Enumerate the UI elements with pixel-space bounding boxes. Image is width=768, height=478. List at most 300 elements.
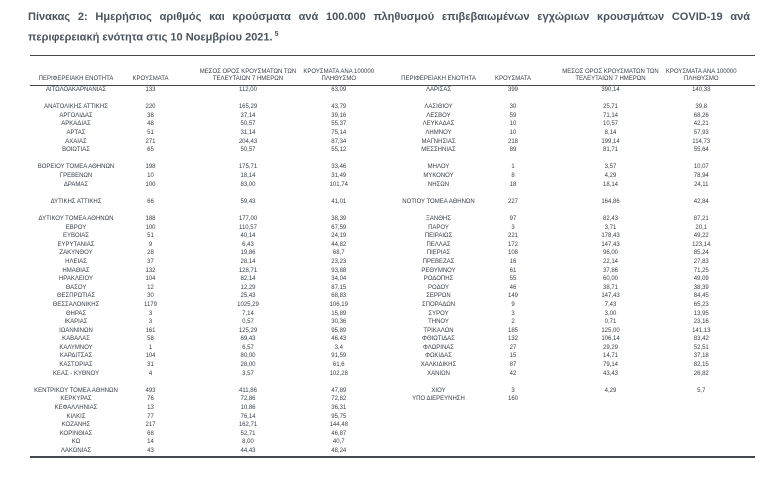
table-row (30, 146, 755, 155)
table-row (30, 198, 755, 207)
cell-avg7: 52,71 (240, 430, 256, 437)
cell-per100k: 91,59 (331, 353, 347, 360)
cell-per100k: 68,83 (331, 293, 347, 300)
cell-region: ΚΕΡΚΥΡΑΣ (60, 396, 92, 403)
cell-region: ΔΥΤΙΚΗΣ ΑΤΤΙΚΗΣ (50, 198, 102, 205)
cell-per100k: 106,19 (329, 301, 348, 308)
cell-cases: 3 (511, 387, 515, 394)
cell-avg7 (542, 189, 660, 198)
column-header-avg7-left: ΜΕΣΟΣ ΟΡΟΣ ΚΡΟΥΣΜΑΤΩΝ ΤΩΝ ΤΕΛΕΥΤΑΙΩΝ 7 ΗΜΕΡΩΝ (179, 55, 297, 85)
cell-region: ΛΑΚΩΝΙΑΣ (60, 448, 92, 454)
table-row (30, 120, 755, 129)
cell-cases: 399 (507, 87, 518, 94)
cell-region (393, 206, 485, 215)
spacer-row (30, 189, 755, 198)
cell-per100k: 67,59 (331, 224, 347, 231)
cell-per100k (660, 206, 756, 215)
cell-per100k: 23,23 (331, 258, 347, 265)
cell-per100k: 55,64 (693, 147, 709, 154)
cell-region: ΠΡΕΒΕΖΑΣ (422, 258, 455, 265)
cell-avg7: 69,43 (240, 336, 256, 343)
cell-cases: 28 (147, 250, 154, 257)
cell-per100k: 46,87 (331, 430, 347, 437)
table-row (30, 387, 755, 396)
cell-per100k: 61,6 (332, 362, 345, 369)
cell-cases (485, 438, 542, 447)
cell-region: ΦΩΚΙΔΑΣ (425, 353, 452, 360)
cell-per100k: 41,01 (331, 198, 347, 205)
cell-cases: 132 (145, 267, 156, 274)
cell-cases: 100 (145, 224, 156, 231)
cell-cases: 1 (148, 344, 153, 351)
cell-region: ΡΟΔΟΥ (428, 284, 449, 291)
cell-avg7 (542, 413, 660, 422)
cell-cases: 8 (511, 173, 515, 179)
cell-per100k: 57,93 (693, 130, 709, 137)
cell-region: ΡΕΘΥΜΝΟΥ (421, 267, 456, 274)
cell-per100k (660, 447, 756, 457)
cell-region: ΚΑΒΑΛΑΣ (62, 336, 90, 343)
cell-avg7: 1025,29 (237, 301, 259, 308)
cell-avg7: 22,14 (602, 258, 618, 265)
cell-avg7: 6,57 (242, 344, 254, 351)
cell-cases: 493 (145, 387, 156, 394)
cell-avg7: 50,57 (240, 147, 256, 154)
cell-cases: 10 (147, 173, 154, 179)
cell-cases: 10 (509, 130, 517, 137)
cell-cases (122, 378, 179, 387)
table-row (30, 438, 755, 447)
cell-per100k: 85,24 (693, 250, 709, 257)
cell-avg7: 175,71 (238, 164, 258, 171)
cell-region (393, 95, 485, 104)
cell-region: ΞΑΝΘΗΣ (426, 215, 451, 222)
cell-cases: 3 (511, 224, 515, 231)
cell-region (393, 404, 485, 413)
cell-region: ΧΑΝΙΩΝ (427, 370, 450, 377)
table-row (30, 404, 755, 413)
cell-cases: 218 (507, 138, 518, 145)
table-row (30, 318, 755, 327)
cell-cases: 12 (147, 284, 154, 291)
column-header-per100k-left: ΚΡΟΥΣΜΑΤΑ ΑΝΑ 100000 ΠΛΗΘΥΣΜΟ (297, 55, 393, 85)
cell-cases: 13 (147, 405, 154, 412)
cell-avg7: 40,14 (240, 233, 256, 240)
cell-cases: 220 (145, 104, 156, 111)
table-row (30, 129, 755, 138)
cell-avg7 (179, 189, 297, 198)
cell-avg7: 8,00 (242, 439, 254, 446)
cell-per100k: 24,19 (331, 233, 347, 240)
cell-avg7: 59,43 (240, 198, 256, 205)
table-header (30, 55, 755, 85)
cell-cases: 76 (147, 396, 154, 403)
cell-per100k: 13,95 (693, 310, 709, 317)
cell-region: ΜΕΣΣΗΝΙΑΣ (421, 147, 456, 154)
cell-avg7: 204,43 (238, 138, 258, 145)
cell-cases: 185 (507, 327, 518, 334)
cell-avg7: 411,86 (239, 387, 257, 394)
cell-per100k: 39,16 (331, 112, 347, 119)
cell-region: ΛΑΡΙΣΑΣ (425, 87, 452, 94)
cell-cases: 149 (507, 293, 518, 300)
cell-cases: 4 (148, 370, 153, 377)
cell-region (30, 206, 122, 215)
cell-avg7 (542, 404, 660, 413)
cell-per100k: 44,82 (331, 241, 347, 248)
cell-cases: 38 (147, 112, 154, 119)
column-header-avg7-right: ΜΕΣΟΣ ΟΡΟΣ ΚΡΟΥΣΜΑΤΩΝ ΤΩΝ ΤΕΛΕΥΤΑΙΩΝ 7 ΗΜΕΡΩΝ (542, 55, 660, 85)
cell-per100k: 5,7 (697, 387, 706, 394)
cell-cases (122, 206, 179, 215)
cell-cases: 10 (509, 121, 517, 128)
cell-avg7: 165,29 (238, 104, 258, 111)
cell-avg7: 178,43 (601, 233, 620, 240)
cell-region: ΓΡΕΒΕΝΩΝ (59, 173, 93, 179)
cell-per100k: 63,09 (331, 87, 347, 94)
cell-region: ΠΙΕΡΙΑΣ (426, 250, 451, 257)
cell-cases (485, 95, 542, 104)
cell-per100k: 20,1 (695, 224, 708, 231)
cell-per100k: 83,42 (693, 336, 709, 343)
cell-cases: 65 (147, 147, 154, 154)
cell-per100k: 102,28 (329, 370, 348, 377)
cell-avg7: 82,14 (240, 276, 256, 283)
cell-per100k: 47,89 (331, 387, 347, 394)
cell-avg7: 112,00 (239, 87, 257, 94)
cell-per100k (297, 206, 393, 215)
cell-avg7: 125,00 (601, 327, 620, 334)
cell-per100k: 68,7 (332, 250, 345, 257)
header-row (30, 55, 755, 85)
cell-region: ΛΕΣΒΟΥ (426, 112, 451, 119)
cell-avg7: 79,14 (602, 362, 618, 369)
cell-per100k: 123,14 (692, 241, 711, 248)
cell-avg7: 31,14 (240, 130, 256, 137)
cell-avg7: 128,71 (238, 267, 258, 274)
cell-per100k: 71,25 (693, 267, 709, 274)
cell-cases: 14 (147, 439, 154, 446)
table-row (30, 241, 755, 250)
cell-region: ΧΙΟΥ (431, 387, 446, 394)
cell-region: ΗΜΑΘΙΑΣ (62, 267, 90, 274)
cell-region: ΑΝΑΤΟΛΙΚΗΣ ΑΤΤΙΚΗΣ (44, 104, 108, 111)
covid-regional-table (30, 55, 755, 458)
cell-region (393, 421, 485, 430)
cell-region (30, 95, 122, 104)
cell-per100k (660, 155, 756, 164)
cell-region: ΚΙΛΚΙΣ (66, 413, 86, 420)
cell-cases: 100 (145, 181, 156, 188)
cell-per100k: 31,49 (331, 173, 347, 179)
cell-region: ΑΡΤΑΣ (66, 130, 86, 137)
cell-per100k: 43,79 (331, 104, 347, 111)
cell-cases: 66 (147, 198, 154, 205)
table-row (30, 284, 755, 293)
cell-region: ΝΗΣΩΝ (427, 181, 450, 188)
cell-region: ΠΑΡΟΥ (428, 224, 449, 231)
column-header-region-left: ΠΕΡΙΦΕΡΕΙΑΚΗ ΕΝΟΤΗΤΑ (30, 55, 122, 85)
cell-region: ΚΕΝΤΡΙΚΟΥ ΤΟΜΕΑ ΑΘΗΝΩΝ (34, 387, 118, 394)
cell-avg7 (542, 430, 660, 439)
cell-region: ΚΑΣΤΟΡΙΑΣ (59, 362, 93, 369)
table-row (30, 224, 755, 233)
cell-avg7 (542, 438, 660, 447)
cell-avg7: 38,71 (602, 284, 618, 291)
cell-cases (485, 447, 542, 457)
cell-region: ΣΠΟΡΑΔΩΝ (421, 301, 456, 308)
cell-per100k: 10,07 (693, 164, 709, 171)
cell-per100k: 24,11 (693, 181, 709, 188)
table-row (30, 327, 755, 336)
cell-per100k (660, 413, 756, 422)
cell-per100k: 49,09 (693, 276, 709, 283)
cell-cases: 161 (145, 327, 156, 334)
cell-region: ΛΗΜΝΟΥ (425, 130, 452, 137)
cell-avg7: 10,86 (240, 405, 256, 412)
cell-region: ΛΑΣΙΘΙΟΥ (424, 104, 453, 111)
cell-per100k: 87,15 (331, 284, 347, 291)
cell-cases: 227 (507, 198, 518, 205)
cell-per100k: 48,24 (331, 448, 347, 454)
column-header-cases-right: ΚΡΟΥΣΜΑΤΑ (485, 55, 542, 85)
cell-avg7: 37,86 (602, 267, 618, 274)
table-row (30, 138, 755, 147)
cell-avg7: 18,14 (240, 173, 256, 179)
cell-region: ΚΕΦΑΛΛΗΝΙΑΣ (54, 405, 98, 412)
table-row (30, 352, 755, 361)
cell-per100k: 84,45 (693, 293, 709, 300)
cell-cases (122, 155, 179, 164)
cell-region: ΚΟΡΙΝΘΙΑΣ (59, 430, 93, 437)
cell-region: ΕΥΒΟΙΑΣ (62, 233, 90, 240)
cell-avg7: 106,14 (601, 336, 620, 343)
table-row (30, 215, 755, 224)
cell-avg7 (542, 447, 660, 457)
cell-region: ΦΘΙΩΤΙΔΑΣ (422, 336, 455, 343)
cell-avg7 (179, 206, 297, 215)
cell-cases (122, 95, 179, 104)
cell-per100k: 42,84 (693, 198, 709, 205)
cell-avg7 (179, 155, 297, 164)
cell-per100k: 72,82 (331, 396, 347, 403)
cell-avg7: 177,00 (238, 215, 258, 222)
cell-cases: 188 (145, 215, 156, 222)
cell-cases: 1 (511, 164, 515, 171)
cell-region (393, 189, 485, 198)
cell-avg7: 7,43 (604, 301, 617, 308)
cell-region: ΘΕΣΣΑΛΟΝΙΚΗΣ (52, 301, 100, 308)
cell-region (393, 155, 485, 164)
cell-per100k: 42,21 (693, 121, 709, 128)
cell-region: ΚΩ (71, 439, 81, 446)
table-caption-text: Πίνακας 2: Ημερήσιος αριθμός και κρούσματα ανά 100.000 πληθυσμού επιβεβαιωμένων εγχώριων κρουσμάτων COVID-19 ανά περιφερειακή ενότητα στις 10 Νοεμβρίου 2021. (28, 11, 750, 44)
column-header-per100k-right: ΚΡΟΥΣΜΑΤΑ ΑΝΑ 100000 ΠΛΗΘΥΣΜΟ (660, 55, 756, 85)
cell-cases: 160 (507, 396, 518, 403)
cell-region: ΛΕΥΚΑΔΑΣ (422, 121, 455, 128)
cell-cases: 1179 (144, 301, 157, 308)
table-row (30, 249, 755, 258)
cell-per100k: 93,88 (331, 267, 347, 274)
cell-region: ΣΕΡΡΩΝ (426, 293, 451, 300)
cell-per100k: 95,75 (331, 413, 347, 420)
cell-avg7: 96,00 (602, 250, 618, 257)
cell-avg7 (542, 95, 660, 104)
cell-avg7: 199,14 (601, 138, 620, 145)
cell-avg7: 8,14 (604, 130, 617, 137)
cell-avg7: 81,71 (602, 147, 618, 154)
cell-per100k: 87,34 (331, 138, 347, 145)
spacer-row (30, 155, 755, 164)
cell-region: ΗΛΕΙΑΣ (65, 258, 87, 265)
cell-region: ΒΟΙΩΤΙΑΣ (62, 147, 90, 154)
spacer-row (30, 95, 755, 104)
cell-per100k: 38,39 (331, 215, 347, 222)
cell-region: ΕΥΡΥΤΑΝΙΑΣ (57, 241, 95, 248)
cell-region: ΔΡΑΜΑΣ (63, 181, 89, 188)
cell-per100k: 68,26 (693, 112, 709, 119)
cell-cases (122, 189, 179, 198)
cell-cases: 58 (147, 336, 154, 343)
cell-cases: 55 (509, 276, 517, 283)
cell-cases: 18 (509, 181, 517, 188)
cell-cases: 271 (145, 138, 156, 145)
cell-cases: 3 (511, 310, 515, 317)
cell-avg7 (542, 421, 660, 430)
cell-avg7: 147,43 (601, 293, 620, 300)
cell-region: ΜΗΛΟΥ (427, 164, 450, 171)
cell-per100k (297, 378, 393, 387)
cell-avg7: 0,71 (604, 319, 617, 326)
cell-cases: 77 (147, 413, 154, 420)
spacer-row (30, 378, 755, 387)
cell-avg7: 71,14 (602, 112, 618, 119)
cell-region: ΘΑΣΟΥ (65, 284, 87, 291)
cell-cases: 9 (511, 301, 515, 308)
cell-region: ΑΡΚΑΔΙΑΣ (61, 121, 91, 128)
cell-per100k: 144,48 (329, 422, 348, 429)
cell-region: ΗΡΑΚΛΕΙΟΥ (58, 276, 94, 283)
cell-cases: 59 (509, 112, 517, 119)
table-row (30, 163, 755, 172)
table-row (30, 172, 755, 181)
cell-avg7: 4,29 (604, 173, 617, 179)
cell-cases (485, 404, 542, 413)
cell-avg7: 29,29 (602, 344, 618, 351)
cell-cases: 221 (507, 233, 518, 240)
cell-avg7: 18,14 (602, 181, 618, 188)
table-row (30, 395, 755, 404)
table-row (30, 421, 755, 430)
cell-region: ΤΡΙΚΑΛΩΝ (423, 327, 454, 334)
cell-per100k (660, 395, 756, 404)
cell-avg7: 110,57 (239, 224, 257, 231)
footnote-marker: 5 (274, 31, 279, 38)
cell-per100k: 82,15 (693, 362, 709, 369)
cell-avg7 (179, 95, 297, 104)
cell-per100k (660, 95, 756, 104)
cell-region: ΚΕΑΣ - ΚΥΘΝΟΥ (52, 370, 100, 377)
cell-cases: 104 (145, 276, 156, 283)
cell-avg7: 390,14 (601, 87, 620, 94)
cell-region (30, 189, 122, 198)
cell-region: ΙΚΑΡΙΑΣ (64, 319, 88, 326)
cell-region (393, 378, 485, 387)
cell-region: ΤΗΝΟΥ (428, 319, 449, 326)
cell-region: ΚΑΛΥΜΝΟΥ (59, 344, 93, 351)
table-row (30, 301, 755, 310)
cell-cases: 2 (511, 319, 515, 326)
cell-per100k: 27,83 (693, 258, 709, 265)
cell-avg7: 37,14 (240, 112, 256, 119)
cell-region (393, 447, 485, 457)
table-row (30, 335, 755, 344)
cell-cases: 217 (145, 422, 156, 429)
cell-avg7: 0,57 (242, 319, 254, 326)
cell-per100k: 39,8 (695, 104, 708, 111)
cell-region: ΕΒΡΟΥ (65, 224, 87, 231)
cell-per100k: 23,16 (693, 319, 709, 326)
table-row (30, 344, 755, 353)
cell-cases: 89 (509, 147, 517, 154)
cell-cases: 172 (507, 241, 518, 248)
table-row (30, 275, 755, 284)
cell-avg7: 3,57 (604, 164, 617, 171)
cell-cases (485, 189, 542, 198)
cell-cases: 198 (145, 164, 156, 171)
cell-per100k (297, 189, 393, 198)
cell-region: ΧΑΛΚΙΔΙΚΗΣ (420, 362, 457, 369)
cell-region: ΒΟΡΕΙΟΥ ΤΟΜΕΑ ΑΘΗΝΩΝ (37, 164, 115, 171)
cell-cases: 97 (509, 215, 517, 222)
cell-cases: 43 (147, 448, 154, 454)
cell-avg7: 164,86 (601, 198, 620, 205)
table-row (30, 181, 755, 190)
column-header-region-right: ΠΕΡΙΦΕΡΕΙΑΚΗ ΕΝΟΤΗΤΑ (393, 55, 485, 85)
cell-region: ΦΛΩΡΙΝΑΣ (423, 344, 454, 351)
table-row (30, 103, 755, 112)
cell-avg7: 28,00 (240, 362, 256, 369)
cell-avg7 (542, 155, 660, 164)
cell-per100k (660, 189, 756, 198)
table-row (30, 232, 755, 241)
cell-cases: 15 (509, 353, 517, 360)
cell-region: ΖΑΚΥΝΘΟΥ (59, 250, 93, 257)
cell-cases: 132 (507, 336, 518, 343)
cell-cases (485, 155, 542, 164)
cell-cases: 51 (147, 233, 154, 240)
cell-cases: 104 (145, 353, 156, 360)
cell-per100k: 40,7 (332, 439, 345, 446)
cell-cases: 37 (147, 258, 154, 265)
cell-cases: 108 (507, 250, 518, 257)
cell-per100k: 75,14 (331, 130, 347, 137)
cell-region: ΙΩΑΝΝΙΝΩΝ (59, 327, 93, 334)
cell-avg7: 6,43 (242, 241, 254, 248)
cell-avg7: 25,71 (602, 104, 618, 111)
cell-avg7: 7,14 (242, 310, 254, 317)
cell-region: ΘΕΣΠΡΩΤΙΑΣ (56, 293, 96, 300)
table-row (30, 430, 755, 439)
cell-per100k: 87,21 (693, 215, 709, 222)
cell-per100k: 26,82 (693, 370, 709, 377)
cell-per100k: 38,39 (693, 284, 709, 291)
cell-per100k: 3,4 (334, 344, 343, 351)
table-row (30, 292, 755, 301)
cell-avg7 (542, 378, 660, 387)
cell-region: ΚΑΡΔΙΤΣΑΣ (59, 353, 93, 360)
cell-avg7: 60,00 (602, 276, 618, 283)
